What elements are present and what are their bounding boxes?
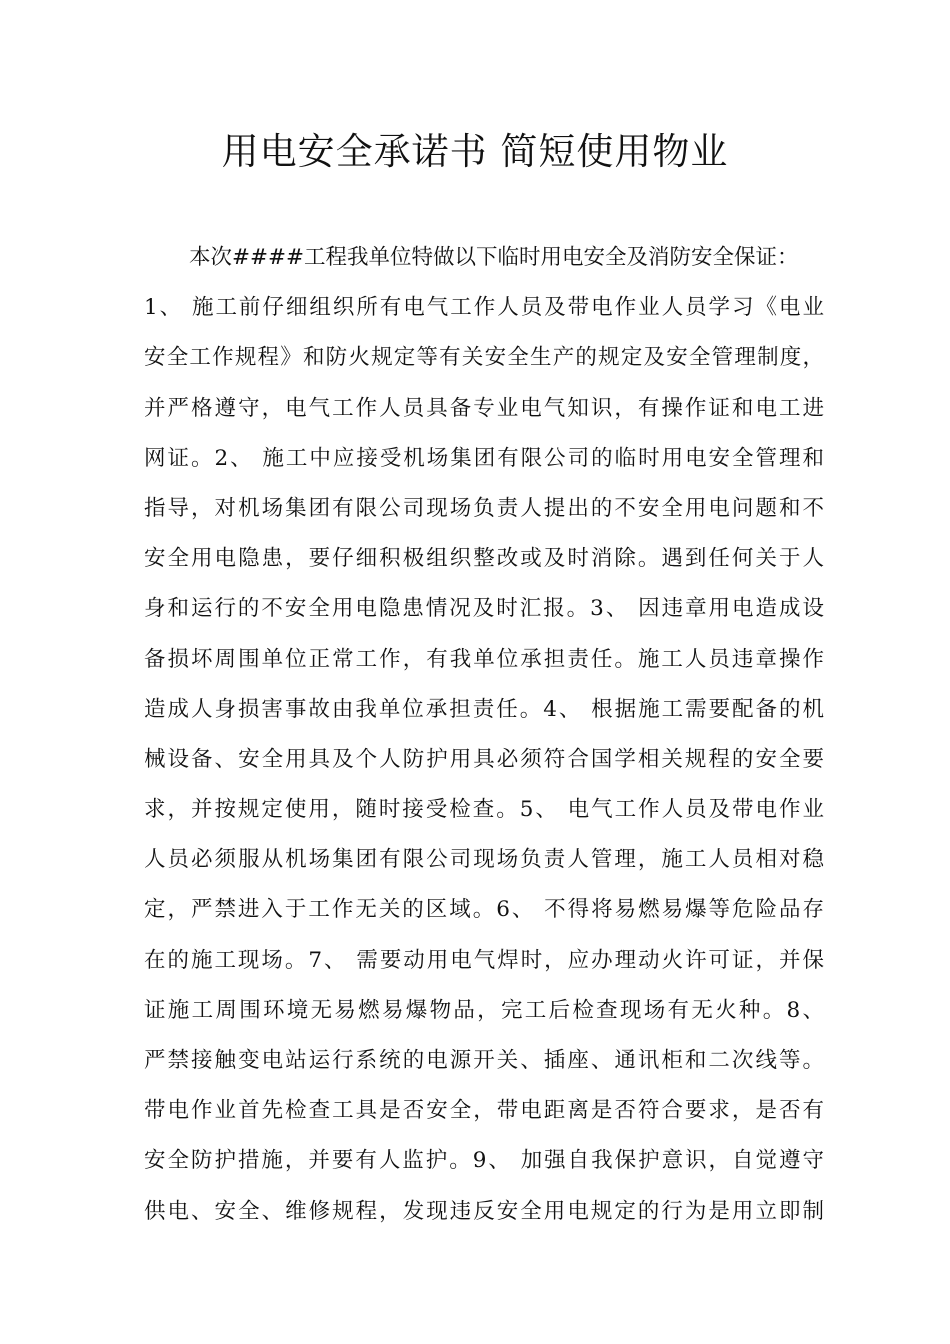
body-line-11: 械设备、安全用具及个人防护用具必须符合国学相关规程的安全要 xyxy=(144,746,824,772)
body-line-8: 身和运行的不安全用电隐患情况及时汇报。3、 因违章用电造成设 xyxy=(144,596,824,622)
body-line-2: 1、 施工前仔细组织所有电气工作人员及带电作业人员学习《电业 xyxy=(144,295,824,321)
body-line-15: 在的施工现场。7、 需要动用电气焊时，应办理动火许可证，并保 xyxy=(144,947,824,973)
body-line-4: 并严格遵守，电气工作人员具备专业电气知识，有操作证和电工进 xyxy=(144,395,824,421)
body-line-9: 备损坏周围单位正常工作，有我单位承担责任。施工人员违章操作 xyxy=(144,646,824,672)
body-line-18: 带电作业首先检查工具是否安全，带电距离是否符合要求，是否有 xyxy=(144,1098,824,1124)
body-line-7: 安全用电隐患，要仔细积极组织整改或及时消除。遇到任何关于人 xyxy=(144,546,824,572)
body-line-17: 严禁接触变电站运行系统的电源开关、插座、通讯柜和二次线等。 xyxy=(144,1048,824,1073)
body-line-10: 造成人身损害事故由我单位承担责任。4、 根据施工需要配备的机 xyxy=(144,696,824,722)
body-line-1: 本次####工程我单位特做以下临时用电安全及消防安全保证： xyxy=(189,245,799,270)
body-line-16: 证施工周围环境无易燃易爆物品，完工后检查现场有无火种。8、 xyxy=(144,997,824,1023)
body-line-13: 人员必须服从机场集团有限公司现场负责人管理，施工人员相对稳 xyxy=(144,847,824,873)
body-line-19: 安全防护措施，并要有人监护。9、 加强自我保护意识，自觉遵守 xyxy=(144,1148,824,1174)
body-line-20: 供电、安全、维修规程，发现违反安全用电规定的行为是用立即制 xyxy=(144,1198,824,1224)
body-line-14: 定，严禁进入于工作无关的区域。6、 不得将易燃易爆等危险品存 xyxy=(144,897,824,923)
document-title: 用电安全承诺书 简短使用物业 xyxy=(221,130,729,173)
document-body xyxy=(144,233,824,1237)
body-line-5: 网证。2、 施工中应接受机场集团有限公司的临时用电安全管理和 xyxy=(144,445,824,471)
body-line-3: 安全工作规程》和防火规定等有关安全生产的规定及安全管理制度， xyxy=(144,345,824,371)
body-line-6: 指导，对机场集团有限公司现场负责人提出的不安全用电问题和不 xyxy=(144,495,824,521)
body-line-12: 求，并按规定使用，随时接受检查。5、 电气工作人员及带电作业 xyxy=(144,797,824,823)
